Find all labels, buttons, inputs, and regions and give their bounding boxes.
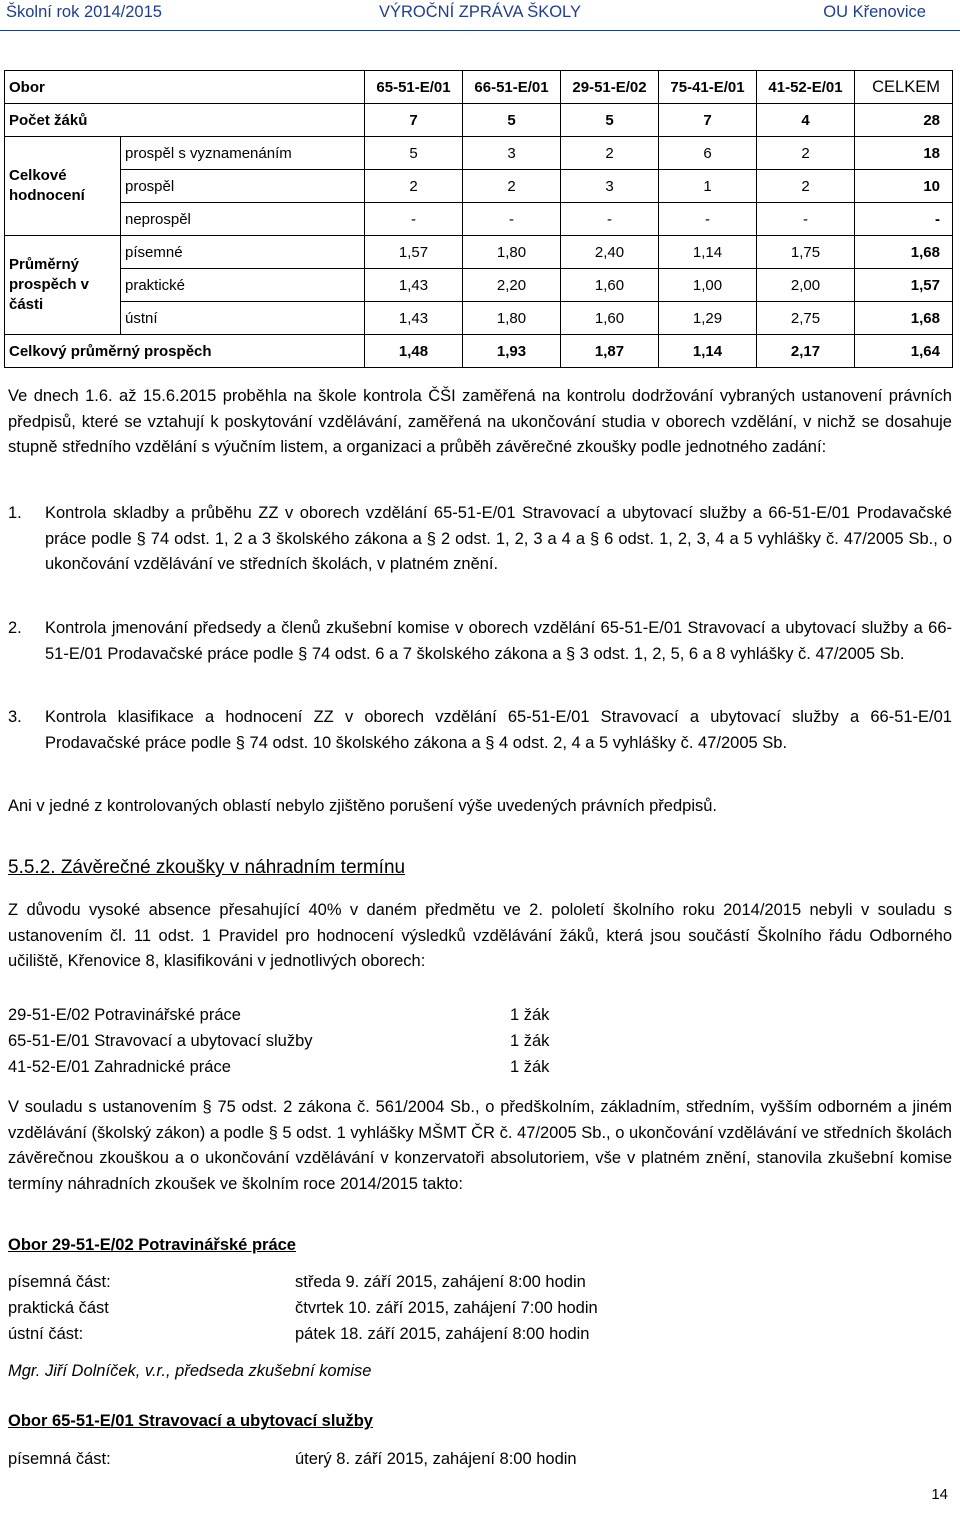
list-item	[8, 616, 952, 667]
table-row	[5, 104, 953, 137]
pupil-count: 1 žák	[510, 1032, 550, 1050]
table-cell: -	[561, 203, 659, 236]
table-row-label: praktické	[121, 269, 365, 302]
table-cell: 2,75	[757, 302, 855, 335]
exam-date: úterý 8. září 2015, zahájení 8:00 hodin	[295, 1450, 577, 1468]
table-cell: 1,80	[463, 236, 561, 269]
table-row	[5, 71, 953, 104]
table-cell: 1,48	[365, 335, 463, 368]
table-cell: -	[855, 203, 953, 236]
pupil-obor: 29-51-E/02 Potravinářské práce	[8, 1006, 241, 1024]
list-item-number: 3.	[8, 708, 22, 726]
table-cell: 2,20	[463, 269, 561, 302]
table-cell: 2,00	[757, 269, 855, 302]
table-header-cell: 75-41-E/01	[659, 71, 757, 104]
table-cell: 2	[463, 170, 561, 203]
header-divider	[0, 30, 960, 31]
table-cell: -	[757, 203, 855, 236]
table-cell: 1,60	[561, 269, 659, 302]
no-violation-paragraph: Ani v jedné z kontrolovaných oblastí nebylo zjištěno porušení výše uvedených právních předpisů.	[8, 797, 718, 815]
table-row-label: Počet žáků	[5, 104, 365, 137]
table-cell: 6	[659, 137, 757, 170]
table-cell: 5	[365, 137, 463, 170]
table-cell: 1,68	[855, 236, 953, 269]
table-cell: 1	[659, 170, 757, 203]
table-row-label: Celkový průměrný prospěch	[5, 335, 365, 368]
table-cell: 3	[561, 170, 659, 203]
exam-date: pátek 18. září 2015, zahájení 8:00 hodin	[295, 1325, 590, 1343]
table-cell: 1,00	[659, 269, 757, 302]
table-cell: 7	[365, 104, 463, 137]
obor-title: Obor 65-51-E/01 Stravovací a ubytovací služby	[8, 1412, 373, 1430]
table-row	[5, 236, 953, 269]
list-item	[8, 705, 952, 756]
table-cell: -	[365, 203, 463, 236]
table-row-label: ústní	[121, 302, 365, 335]
pupil-count: 1 žák	[510, 1006, 550, 1024]
table-cell: 2	[365, 170, 463, 203]
table-cell: 1,43	[365, 269, 463, 302]
pupil-obor: 41-52-E/01 Zahradnické práce	[8, 1058, 231, 1076]
table-header-cell: 65-51-E/01	[365, 71, 463, 104]
table-row	[5, 335, 953, 368]
table-header-cell: Obor	[5, 71, 365, 104]
table-cell: 18	[855, 137, 953, 170]
table-cell: -	[463, 203, 561, 236]
table-cell: 1,68	[855, 302, 953, 335]
signature: Mgr. Jiří Dolníček, v.r., předseda zkušební komise	[8, 1362, 372, 1380]
pupil-obor: 65-51-E/01 Stravovací a ubytovací služby	[8, 1032, 313, 1050]
table-cell: 1,14	[659, 335, 757, 368]
header-school-year: Školní rok 2014/2015	[6, 3, 162, 21]
table-cell: 10	[855, 170, 953, 203]
table-row	[5, 269, 953, 302]
exam-part: písemná část:	[8, 1450, 111, 1468]
pupil-count: 1 žák	[510, 1058, 550, 1076]
table-header-cell: 66-51-E/01	[463, 71, 561, 104]
list-item-number: 1.	[8, 504, 22, 522]
table-cell: 1,14	[659, 236, 757, 269]
table-cell: 2	[757, 137, 855, 170]
table-row	[5, 203, 953, 236]
table-cell: 3	[463, 137, 561, 170]
table-header-cell: 29-51-E/02	[561, 71, 659, 104]
table-cell: 7	[659, 104, 757, 137]
table-row-label: neprospěl	[121, 203, 365, 236]
table-cell: 1,57	[855, 269, 953, 302]
table-cell: 1,64	[855, 335, 953, 368]
table-cell: 1,29	[659, 302, 757, 335]
table-cell: 1,93	[463, 335, 561, 368]
table-cell: 5	[463, 104, 561, 137]
exam-part: písemná část:	[8, 1273, 111, 1291]
table-cell: 1,87	[561, 335, 659, 368]
page-number: 14	[931, 1486, 948, 1503]
table-group-label: Průměrný prospěch v části	[5, 236, 121, 335]
results-table	[4, 70, 953, 368]
table-cell: 2,17	[757, 335, 855, 368]
table-header-cell: CELKEM	[855, 71, 953, 104]
absence-paragraph: Z důvodu vysoké absence přesahující 40% v daném předmětu ve 2. pololetí školního roku 2014/2015 nebyli v souladu s ustanovením čl. 11 odst. 1 Pravidel pro hodnocení výsledků vzdělávání žáků, která jsou součástí Školního řádu Odborného učiliště, Křenovice 8, klasifikováni v jednotlivých oborech:	[8, 901, 952, 970]
table-cell: 1,60	[561, 302, 659, 335]
exam-date: čtvrtek 10. září 2015, zahájení 7:00 hodin	[295, 1299, 598, 1317]
list-item	[8, 501, 952, 578]
table-group-label: Celkové hodnocení	[5, 137, 121, 236]
list-item-number: 2.	[8, 619, 22, 637]
obor-title: Obor 29-51-E/02 Potravinářské práce	[8, 1236, 296, 1254]
table-cell: 1,80	[463, 302, 561, 335]
table-cell: 1,43	[365, 302, 463, 335]
section-heading: 5.5.2. Závěrečné zkoušky v náhradním termínu	[8, 857, 406, 878]
list-item-text: Kontrola jmenování předsedy a členů zkušební komise v oborech vzdělání 65-51-E/01 Stravovací a ubytovací služby a 66-51-E/01 Prodavačské práce podle § 74 odst. 6 a 7 školského zákona a § 3 odst. 1, 2, 5, 6 a 8 vyhlášky č. 47/2005 Sb.	[45, 619, 952, 663]
table-cell: 2	[561, 137, 659, 170]
table-row	[5, 170, 953, 203]
header-school-name: OU Křenovice	[823, 3, 926, 21]
table-cell: 2,40	[561, 236, 659, 269]
law-paragraph: V souladu s ustanovením § 75 odst. 2 zákona č. 561/2004 Sb., o předškolním, základním, středním, vyšším odborném a jiném vzdělávání (školský zákon) a podle § 5 odst. 1 vyhlášky MŠMT ČR č. 47/2005 Sb., o ukončování vzdělávání ve středních školách závěrečnou zkouškou a o ukončování vzdělávání v konzervatoři absolutoriem, vše v platném znění, stanovila zkušební komise termíny náhradních zkoušek ve školním roce 2014/2015 takto:	[8, 1098, 952, 1193]
table-row	[5, 302, 953, 335]
list-item-text: Kontrola skladby a průběhu ZZ v oborech vzdělání 65-51-E/01 Stravovací a ubytovací služby a 66-51-E/01 Prodavačské práce podle § 74 odst. 1, 2 a 3 školského zákona a § 2 odst. 1, 2, 3 a 4 a § 6 odst. 1, 2, 3, 4 a 5 vyhlášky č. 47/2005 Sb., o ukončování vzdělávání ve středních školách, v platném znění.	[45, 504, 952, 573]
table-row	[5, 137, 953, 170]
table-cell: 28	[855, 104, 953, 137]
table-cell: 1,75	[757, 236, 855, 269]
table-row-label: prospěl	[121, 170, 365, 203]
table-cell: 1,57	[365, 236, 463, 269]
table-row-label: písemné	[121, 236, 365, 269]
page-header	[0, 0, 960, 28]
table-cell: -	[659, 203, 757, 236]
header-title: VÝROČNÍ ZPRÁVA ŠKOLY	[378, 3, 582, 21]
intro-paragraph: Ve dnech 1.6. až 15.6.2015 proběhla na škole kontrola ČŠI zaměřená na kontrolu dodržování vybraných ustanovení právních předpisů, které se vztahují k poskytování vzdělávání, zaměřená na ukončování studia v oborech vzdělání, v nichž se dosahuje stupně středního vzdělání s výučním listem, a organizaci a průběh závěrečné zkoušky podle jednotného zadání:	[8, 387, 952, 456]
table-cell: 5	[561, 104, 659, 137]
exam-part: ústní část:	[8, 1325, 84, 1343]
exam-date: středa 9. září 2015, zahájení 8:00 hodin	[295, 1273, 586, 1291]
exam-part: praktická část	[8, 1299, 109, 1317]
table-row-label: prospěl s vyznamenáním	[121, 137, 365, 170]
table-cell: 4	[757, 104, 855, 137]
list-item-text: Kontrola klasifikace a hodnocení ZZ v oborech vzdělání 65-51-E/01 Stravovací a ubytovací služby a 66-51-E/01 Prodavačské práce podle § 74 odst. 10 školského zákona a § 4 odst. 2, 4 a 5 vyhlášky č. 47/2005 Sb.	[45, 708, 952, 752]
table-header-cell: 41-52-E/01	[757, 71, 855, 104]
table-cell: 2	[757, 170, 855, 203]
